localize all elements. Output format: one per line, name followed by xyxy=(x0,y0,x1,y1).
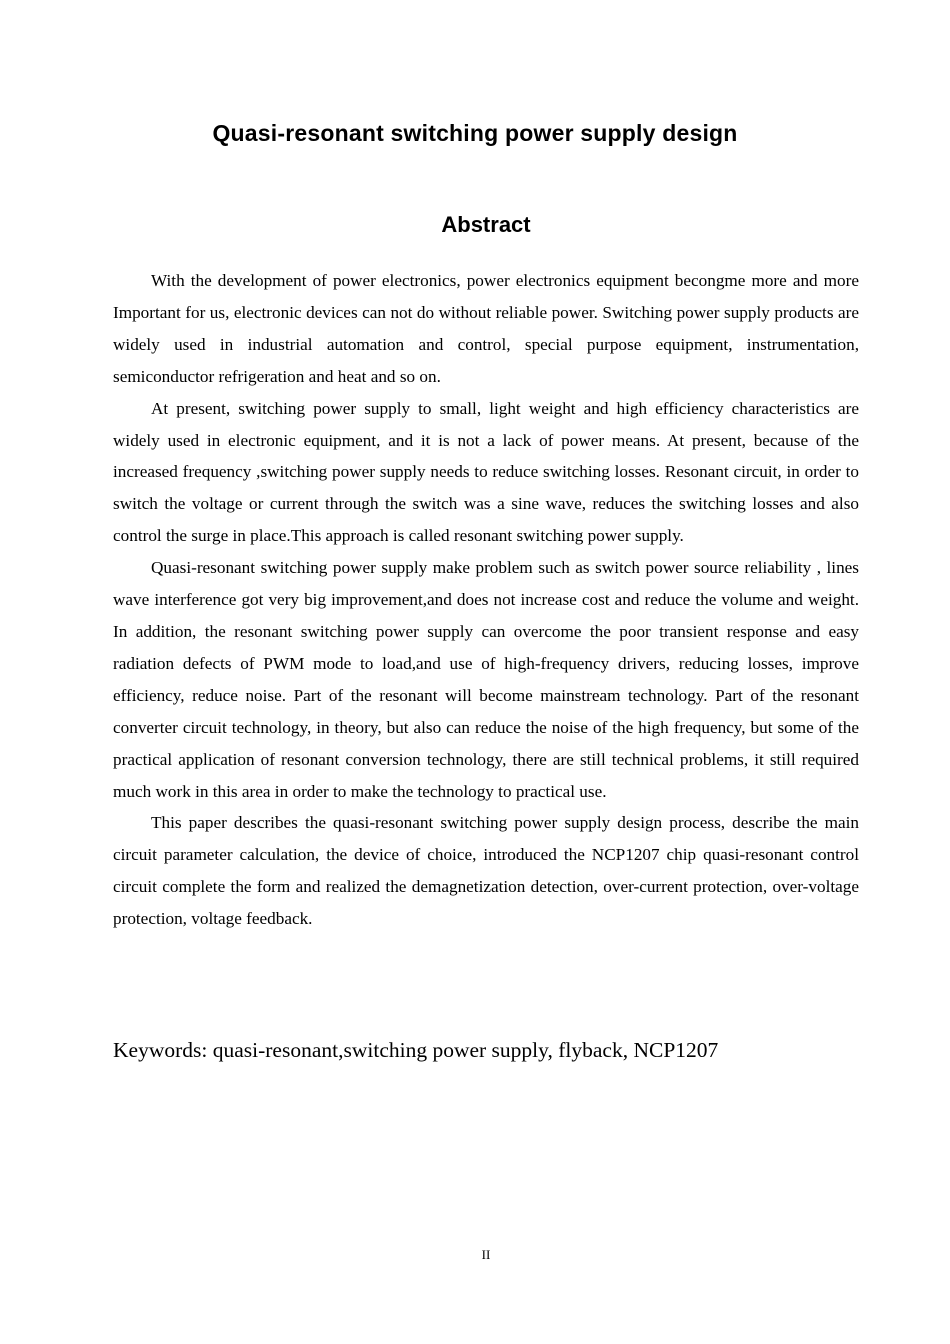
abstract-paragraph-2: At present, switching power supply to small, light weight and high efficiency characteristics are widely used in electronic equipment, and it is not a lack of power means. At present, because of the increased frequency ,switching power supply needs to reduce switching losses. Resonant circuit, in order to switch the voltage or current through the switch was a sine wave, reduces the switching losses and also control the surge in place.This approach is called resonant switching power supply. xyxy=(113,398,859,546)
abstract-paragraph-3: Quasi-resonant switching power supply make problem such as switch power source reliability , lines wave interference got very big improvement,and does not increase cost and reduce the volume and weight. In addition, the resonant switching power supply can overcome the poor transient response and easy radiation defects of PWM mode to load,and use of high-frequency drivers, reducing losses, improve efficiency, reduce noise. Part of the resonant will become mainstream technology. Part of the resonant converter circuit technology, in theory, but also can reduce the noise of the high frequency, but some of the practical application of resonant conversion technology, there are still technical problems, it still required much work in this area in order to make the technology to practical use. xyxy=(113,558,859,801)
abstract-heading: Abstract xyxy=(441,212,531,237)
abstract-paragraph-4: This paper describes the quasi-resonant switching power supply design process, describe the main circuit parameter calculation, the device of choice, introduced the NCP1207 chip quasi-resonant control circuit complete the form and realized the demagnetization detection, over-current protection, over-voltage protection, voltage feedback. xyxy=(113,813,859,929)
abstract-body xyxy=(113,265,859,935)
abstract-paragraph-1: With the development of power electronics, power electronics equipment becongme more and more Important for us, electronic devices can not do without reliable power. Switching power supply products are widely used in industrial automation and control, special purpose equipment, instrumentation, semiconductor refrigeration and heat and so on. xyxy=(113,271,859,386)
paper-title: Quasi-resonant switching power supply design xyxy=(212,120,738,146)
keywords-line: Keywords: quasi-resonant,switching power supply, flyback, NCP1207 xyxy=(113,1038,719,1062)
page-number: II xyxy=(481,1247,491,1262)
